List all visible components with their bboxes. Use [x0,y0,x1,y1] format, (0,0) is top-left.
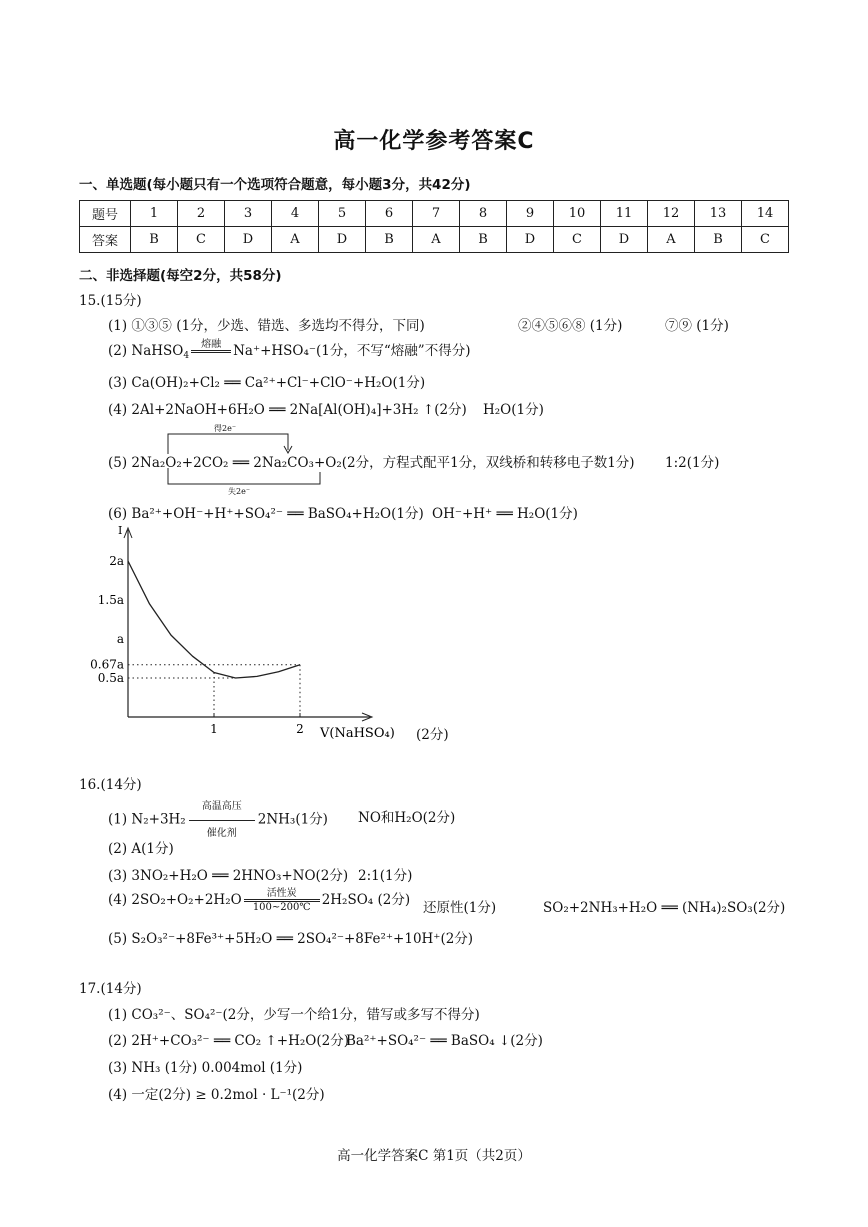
q16-answer-3a: (3) 3NO₂+H₂O ══ 2HNO₃+NO(2分) [108,868,349,884]
answer-cell: D [601,227,648,253]
q17-answer-1: (1) CO₃²⁻、SO₄²⁻(2分，少写一个给1分，错写或多写不得分) [108,1007,480,1023]
condition-top: 活性炭 [266,888,297,899]
gain-electrons-label: 得2e⁻ [214,424,237,433]
question-number-cell: 9 [507,201,554,227]
question-number-cell: 14 [742,201,789,227]
conductivity-curve [128,561,300,678]
y-tick-label: 1.5a [97,593,124,607]
answer-cell: C [178,227,225,253]
equation-right: 2NH₃(1分) [257,811,328,828]
lose-electrons-label: 失2e⁻ [228,487,251,496]
q15-answer-6a: (6) Ba²⁺+OH⁻+H⁺+SO₄²⁻ ══ BaSO₄+H₂O(1分) [108,506,424,522]
condition-top: 高温高压 [201,801,242,812]
table-header-cell: 答案 [80,227,131,253]
table-row-numbers [80,201,789,227]
answer-cell: A [413,227,460,253]
condition-bottom: 100~200℃ [252,902,311,913]
answer-cell: B [695,227,742,253]
q17-answer-4: (4) 一定(2分) ≥ 0.2mol · L⁻¹(2分) [108,1087,325,1103]
equation-left: (2) NaHSO [108,343,184,359]
answer-cell: D [225,227,272,253]
q16-answer-1b: NO和H₂O(2分) [358,810,456,826]
x-tick-label: 2 [296,722,304,736]
answer-cell: D [319,227,366,253]
conductivity-graph [90,522,460,747]
y-axis-label: I [118,524,123,537]
q16-answer-4c: SO₂+2NH₃+H₂O ══ (NH₄)₂SO₃(2分) [543,900,786,916]
reaction-condition [244,888,320,913]
q15-answer-5b: 1:2(1分) [665,455,720,471]
section2-heading: 二、非选择题(每空2分，共58分) [79,268,282,284]
q15-answer-1a: (1) ①③⑤ (1分，少选、错选、多选均不得分，下同) [108,318,425,334]
question-number-cell: 11 [601,201,648,227]
q16-answer-1 [108,801,328,839]
q17-answer-3: (3) NH₃ (1分) 0.004mol (1分) [108,1060,303,1076]
question-number-cell: 1 [131,201,178,227]
answer-cell: C [742,227,789,253]
q15-answer-1b: ②④⑤⑥⑧ (1分) [518,318,623,334]
answer-cell: B [131,227,178,253]
table-row-answers [80,227,789,253]
question-number-cell: 13 [695,201,742,227]
reaction-condition [191,339,231,364]
q16-answer-4 [108,888,410,913]
q15-answer-3: (3) Ca(OH)₂+Cl₂ ══ Ca²⁺+Cl⁻+ClO⁻+H₂O(1分) [108,375,426,391]
equation-left: (4) 2SO₂+O₂+2H₂O [108,892,242,908]
question-number-cell: 7 [413,201,460,227]
y-tick-label: 0.67a [90,657,124,672]
equation-right: 2H₂SO₄ (2分) [321,892,411,908]
q17-answer-2a: (2) 2H⁺+CO₃²⁻ ══ CO₂ ↑+H₂O(2分) [108,1033,349,1049]
question-number-cell: 5 [319,201,366,227]
q16-answer-3b: 2:1(1分) [358,868,413,884]
q16-answer-5: (5) S₂O₃²⁻+8Fe³⁺+5H₂O ══ 2SO₄²⁻+8Fe²⁺+10H⁺(2分) [108,931,474,947]
answer-cell: D [507,227,554,253]
y-tick-label: a [116,632,124,646]
question-number-cell: 4 [272,201,319,227]
q15-answer-1c: ⑦⑨ (1分) [665,318,729,334]
condition-bottom: 催化剂 [206,828,237,839]
graph-score: (2分) [416,727,449,743]
x-tick-label: 1 [210,722,218,736]
question-number-cell: 10 [554,201,601,227]
q16-answer-2: (2) A(1分) [108,841,174,857]
question-number-cell: 6 [366,201,413,227]
question-number-cell: 2 [178,201,225,227]
q16-answer-4b: 还原性(1分) [423,900,497,916]
equation-right: Na⁺+HSO₄⁻(1分，不写“熔融”不得分) [233,343,471,359]
y-tick-label: 2a [109,554,124,568]
q15-answer-4b: H₂O(1分) [483,402,544,418]
question-number-cell: 8 [460,201,507,227]
table-header-cell: 题号 [80,201,131,227]
question-number-cell: 12 [648,201,695,227]
page-footer: 高一化学答案C 第1页（共2页） [337,1148,531,1164]
answer-cell: A [648,227,695,253]
q15-answer-4a: (4) 2Al+2NaOH+6H₂O ══ 2Na[Al(OH)₄]+3H₂ ↑(2分) [108,402,467,418]
q17-header: 17.(14分) [79,981,142,997]
page-title: 高一化学参考答案C [333,129,535,154]
equation-left: (1) N₂+3H₂ [108,811,186,828]
q15-answer-6b: OH⁻+H⁺ ══ H₂O(1分) [432,506,578,522]
answer-cell: B [366,227,413,253]
answer-table [79,200,789,253]
q15-answer-5a: (5) 2Na₂O₂+2CO₂ ══ 2Na₂CO₃+O₂(2分，方程式配平1分，双线桥和转移电子数1分) [108,455,635,471]
q15-header: 15.(15分) [79,293,142,309]
question-number-cell: 3 [225,201,272,227]
q16-header: 16.(14分) [79,777,142,793]
q15-answer-2: (2) NaHSO$_4$ 熔融 Na⁺+HSO₄⁻(1分，不写“熔融”不得分) [108,339,470,364]
x-axis-label: V(NaHSO₄) [320,726,395,741]
condition-top: 熔融 [201,339,222,350]
reaction-condition [188,801,256,839]
y-tick-label: 0.5a [97,671,124,685]
answer-cell: C [554,227,601,253]
section1-heading: 一、单选题(每小题只有一个选项符合题意，每小题3分，共42分) [79,177,471,193]
answer-cell: A [272,227,319,253]
q17-answer-2b: Ba²⁺+SO₄²⁻ ══ BaSO₄ ↓(2分) [346,1033,543,1049]
answer-cell: B [460,227,507,253]
